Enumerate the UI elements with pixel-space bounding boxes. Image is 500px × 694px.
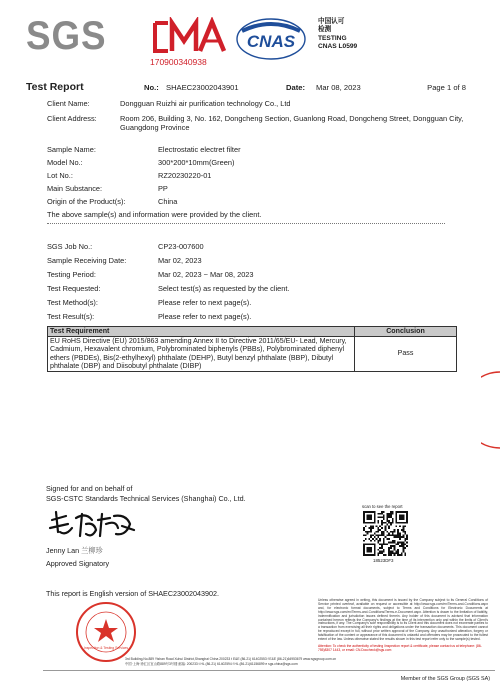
signed-for-text: Signed for and on behalf of bbox=[46, 484, 133, 493]
stamp-text: Inspection & Testing Services bbox=[83, 646, 129, 650]
report-title: Test Report bbox=[26, 81, 84, 93]
methods-label: Test Method(s): bbox=[47, 298, 98, 307]
sgs-logo: SGS bbox=[26, 14, 107, 58]
sample-name-label: Sample Name: bbox=[47, 145, 96, 154]
edge-seal-stamp bbox=[481, 370, 500, 450]
client-address: Room 206, Building 3, No. 162, Dongcheng Section, Guanlong Road, Dongcheng Street, Dongguan City, Guangdong Province bbox=[120, 114, 464, 132]
receiving-value: Mar 02, 2023 bbox=[158, 256, 202, 265]
report-no-value: SHAEC23002043901 bbox=[166, 83, 239, 92]
lot-label: Lot No.: bbox=[47, 171, 73, 180]
lot-value: RZ20230220-01 bbox=[158, 171, 212, 180]
cnas-logo-text: CNAS bbox=[246, 32, 296, 51]
job-no-label: SGS Job No.: bbox=[47, 242, 93, 251]
table-header-row bbox=[48, 327, 457, 337]
address-block bbox=[125, 657, 495, 666]
cma-number: 170900340938 bbox=[150, 57, 207, 67]
qr-code-id: 18523DF3 bbox=[373, 558, 394, 563]
report-date-value: Mar 08, 2023 bbox=[316, 83, 361, 92]
cnas-line-1: 中国认可 bbox=[318, 18, 345, 25]
page-indicator: Page 1 of 8 bbox=[427, 83, 466, 92]
address-line-en: 3rd Building,No.889 Yishan Road Xuhui District,Shanghai China 200233 t E&E (86-21) 61402553 f E&E (86-21)64953679 www.sgsgroup.com.cn bbox=[125, 657, 337, 661]
receiving-label: Sample Receiving Date: bbox=[47, 256, 127, 265]
job-no-value: CP23-007600 bbox=[158, 242, 204, 251]
model-value: 300*200*10mm(Green) bbox=[158, 158, 235, 167]
requirement-cell: EU RoHS Directive (EU) 2015/863 amending Annex II to Directive 2011/65/EU- Lead, Mercury, Cadmium, Hexavalent chromium, Polybrominated biphenyls (PBBs), Polybrominated diphenyl ethers (PBDEs), Bis(2-ethylhexyl) phthalate (DEHP), Butyl benzyl phthalate (BBP), Dibutyl phthalate (DBP) and Diisobutyl phthalate (DIBP) bbox=[48, 336, 355, 371]
sample-note-text: The above sample(s) and information were provided by the client. bbox=[47, 210, 262, 219]
results-value: Please refer to next page(s). bbox=[158, 312, 252, 321]
client-address-label: Client Address: bbox=[47, 114, 97, 123]
cnas-line-2: 检测 bbox=[318, 26, 332, 34]
cnas-accreditation bbox=[318, 18, 357, 52]
requested-value: Select test(s) as requested by the client. bbox=[158, 284, 290, 293]
footer-divider bbox=[43, 670, 495, 671]
member-line: Member of the SGS Group (SGS SA) bbox=[400, 676, 490, 682]
substance-value: PP bbox=[158, 184, 168, 193]
model-label: Model No.: bbox=[47, 158, 83, 167]
cnas-logo bbox=[234, 17, 308, 61]
address-line-cn: 中国·上海·徐汇区宜山路889号3号楼 邮编: 200233 t HL (86-21) 61402594 f HL (86-21)61156899 e sgs.china@sgs.com bbox=[125, 662, 298, 666]
origin-label: Origin of the Product(s): bbox=[47, 197, 126, 206]
origin-value: China bbox=[158, 197, 178, 206]
period-label: Testing Period: bbox=[47, 270, 96, 279]
test-requirement-table bbox=[47, 326, 457, 372]
client-name: Dongguan Ruizhi air purification technology Co., Ltd bbox=[120, 99, 291, 108]
cnas-line-4: CNAS L0599 bbox=[318, 43, 358, 51]
authenticity-notice: Attention: To check the authenticity of testing /inspection report & certificate, please contact us at telephone: (86-755)8307 1443, or email: CN.Doccheck@sgs.com bbox=[318, 644, 482, 652]
sample-name: Electrostatic electret filter bbox=[158, 145, 241, 154]
signatory-role: Approved Signatory bbox=[46, 559, 110, 568]
cma-logo bbox=[152, 17, 228, 57]
signatory-name-cn: 兰柳珍 bbox=[81, 546, 103, 555]
handwritten-signature bbox=[46, 506, 138, 542]
requested-label: Test Requested: bbox=[47, 284, 101, 293]
divider bbox=[47, 223, 445, 224]
legal-fine-print: Unless otherwise agreed in writing, this document is issued by the Company subject to its General Conditions of Service printed overleaf, available on request or accessible at http://www.sgs.com/en/Terms-and-Conditions.aspx and, for electronic format documents, subject to Terms and Conditions for Electronic Documents at http://www.sgs.com/en/Terms-and-Conditions/Terms-e-Document.aspx. Attention is drawn to the limitation of liability, indemnification and jurisdiction issues defined therein. Any holder of this document is advised that information contained hereon reflects the Company's findings at the time of its intervention only and within the limits of Client's instructions, if any. The Company's sole responsibility is to its Client and this document does not exonerate parties to a transaction from exercising all their rights and obligations under the transaction documents. This document cannot be reproduced except in full, without prior written approval of the Company. Any unauthorized alteration, forgery or falsification of the content or appearance of this document is unlawful and offenders may be prosecuted to the fullest extent of the law. Unless otherwise stated the results shown in this test report refer only to the sample(s) tested. bbox=[318, 598, 488, 642]
methods-value: Please refer to next page(s). bbox=[158, 298, 252, 307]
qr-code[interactable] bbox=[363, 511, 408, 556]
conclusion-cell: Pass bbox=[355, 336, 457, 371]
results-label: Test Result(s): bbox=[47, 312, 95, 321]
report-no-label: No.: bbox=[144, 83, 159, 92]
cnas-line-3: TESTING bbox=[318, 34, 347, 42]
signatory-company-text: SGS-CSTC Standards Technical Services (Shanghai) Co., Ltd. bbox=[46, 494, 246, 503]
table-row bbox=[48, 336, 457, 371]
english-version-note: This report is English version of SHAEC23002043902. bbox=[46, 589, 219, 598]
signatory-name-line bbox=[46, 546, 103, 556]
qr-caption: scan to see the report bbox=[362, 504, 403, 509]
period-value: Mar 02, 2023 ~ Mar 08, 2023 bbox=[158, 270, 254, 279]
report-date-label: Date: bbox=[286, 83, 305, 92]
company-seal-stamp bbox=[74, 600, 138, 664]
col-conclusion-header: Conclusion bbox=[355, 327, 457, 337]
client-name-label: Client Name: bbox=[47, 99, 90, 108]
signatory-name: Jenny Lan bbox=[46, 546, 80, 555]
col-requirement-header: Test Requirement bbox=[48, 327, 355, 337]
substance-label: Main Substance: bbox=[47, 184, 103, 193]
